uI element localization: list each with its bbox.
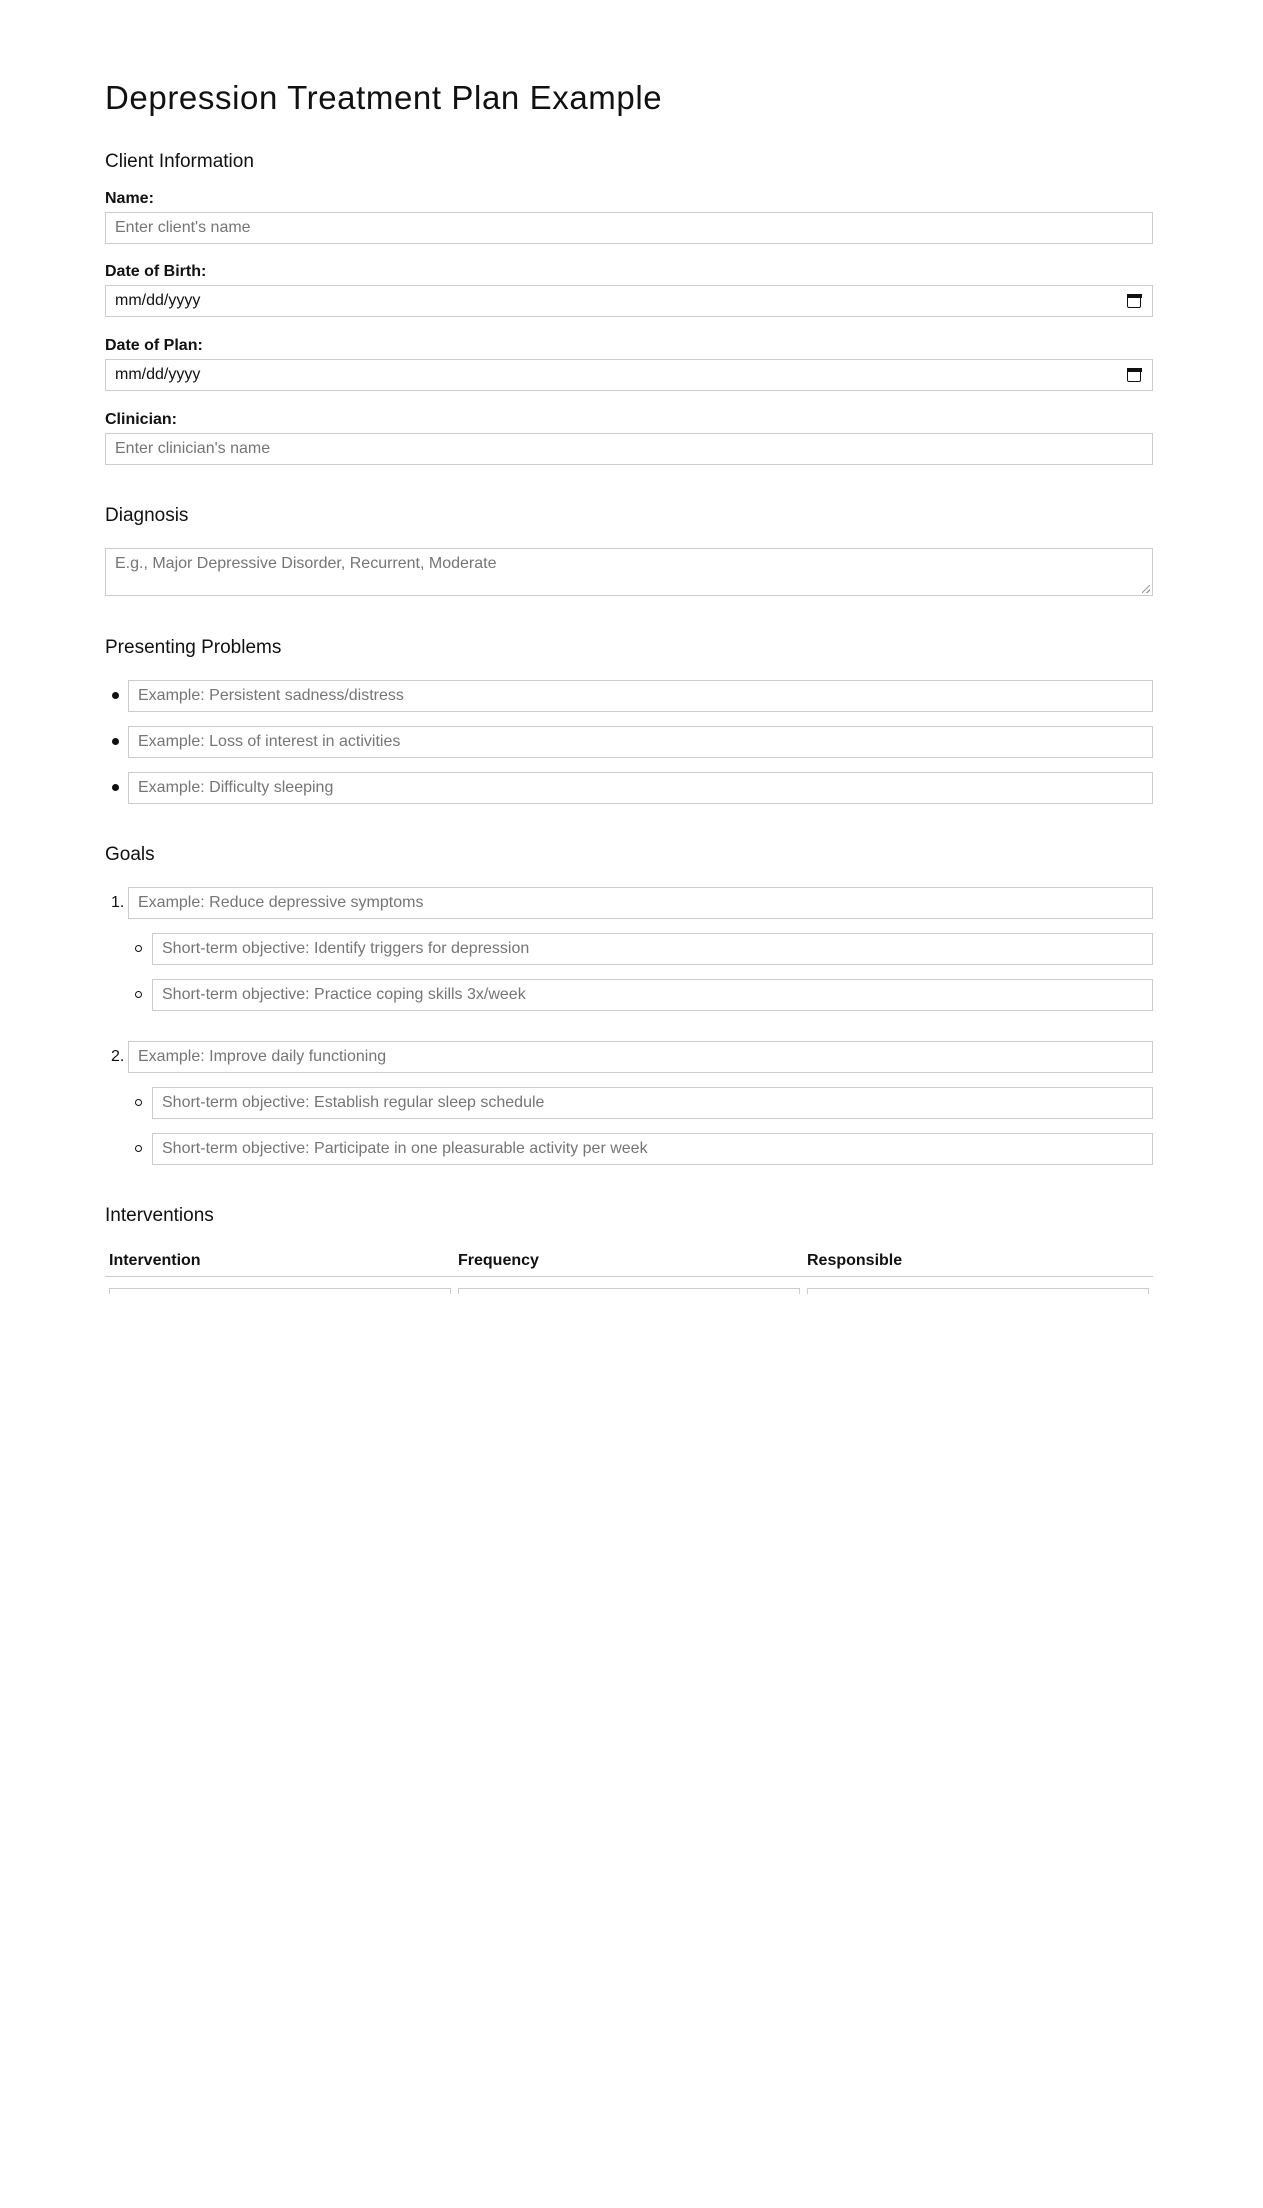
clinician-label: Clinician: — [105, 411, 178, 428]
objective-input-1-1[interactable]: Short-term objective: Identify triggers for depression — [152, 933, 1153, 965]
client-info-heading: Client Information — [105, 151, 254, 172]
interventions-heading: Interventions — [105, 1205, 214, 1226]
presenting-problems-heading: Presenting Problems — [105, 637, 282, 658]
goals-heading: Goals — [105, 844, 155, 865]
problem-input-1[interactable]: Example: Persistent sadness/distress — [128, 680, 1153, 712]
circle-bullet-icon — [135, 1099, 142, 1106]
plan-date-value: mm/dd/yyyy — [115, 366, 201, 383]
name-label: Name: — [105, 190, 154, 207]
page-title: Depression Treatment Plan Example — [105, 79, 663, 116]
calendar-icon[interactable] — [1127, 368, 1141, 382]
client-name-input[interactable]: Enter client's name — [105, 212, 1153, 244]
table-header-divider — [105, 1276, 1153, 1277]
dob-value: mm/dd/yyyy — [115, 292, 201, 309]
bullet-icon — [112, 692, 119, 699]
dob-label: Date of Birth: — [105, 263, 207, 280]
plan-date-input[interactable] — [105, 359, 1153, 391]
goal-number-1: 1. — [111, 894, 125, 911]
diagnosis-heading: Diagnosis — [105, 505, 189, 526]
problem-input-3[interactable]: Example: Difficulty sleeping — [128, 772, 1153, 804]
objective-input-2-1[interactable]: Short-term objective: Establish regular sleep schedule — [152, 1087, 1153, 1119]
column-header-frequency: Frequency — [458, 1252, 539, 1269]
bullet-icon — [112, 784, 119, 791]
page-blank-area — [0, 1294, 1263, 2208]
circle-bullet-icon — [135, 945, 142, 952]
circle-bullet-icon — [135, 1145, 142, 1152]
dob-date-input[interactable] — [105, 285, 1153, 317]
goal-number-2: 2. — [111, 1048, 125, 1065]
column-header-intervention: Intervention — [109, 1252, 201, 1269]
column-header-responsible: Responsible — [807, 1252, 903, 1269]
bullet-icon — [112, 738, 119, 745]
plan-date-label: Date of Plan: — [105, 337, 203, 354]
clinician-name-input[interactable]: Enter clinician's name — [105, 433, 1153, 465]
objective-input-2-2[interactable]: Short-term objective: Participate in one pleasurable activity per week — [152, 1133, 1153, 1165]
diagnosis-textarea[interactable] — [105, 548, 1153, 596]
goal-input-1[interactable]: Example: Reduce depressive symptoms — [128, 887, 1153, 919]
calendar-icon[interactable] — [1127, 294, 1141, 308]
diagnosis-placeholder: E.g., Major Depressive Disorder, Recurrent, Moderate — [115, 555, 497, 572]
problem-input-2[interactable]: Example: Loss of interest in activities — [128, 726, 1153, 758]
resize-grip-icon[interactable] — [1142, 585, 1150, 593]
goal-input-2[interactable]: Example: Improve daily functioning — [128, 1041, 1153, 1073]
objective-input-1-2[interactable]: Short-term objective: Practice coping skills 3x/week — [152, 979, 1153, 1011]
circle-bullet-icon — [135, 991, 142, 998]
